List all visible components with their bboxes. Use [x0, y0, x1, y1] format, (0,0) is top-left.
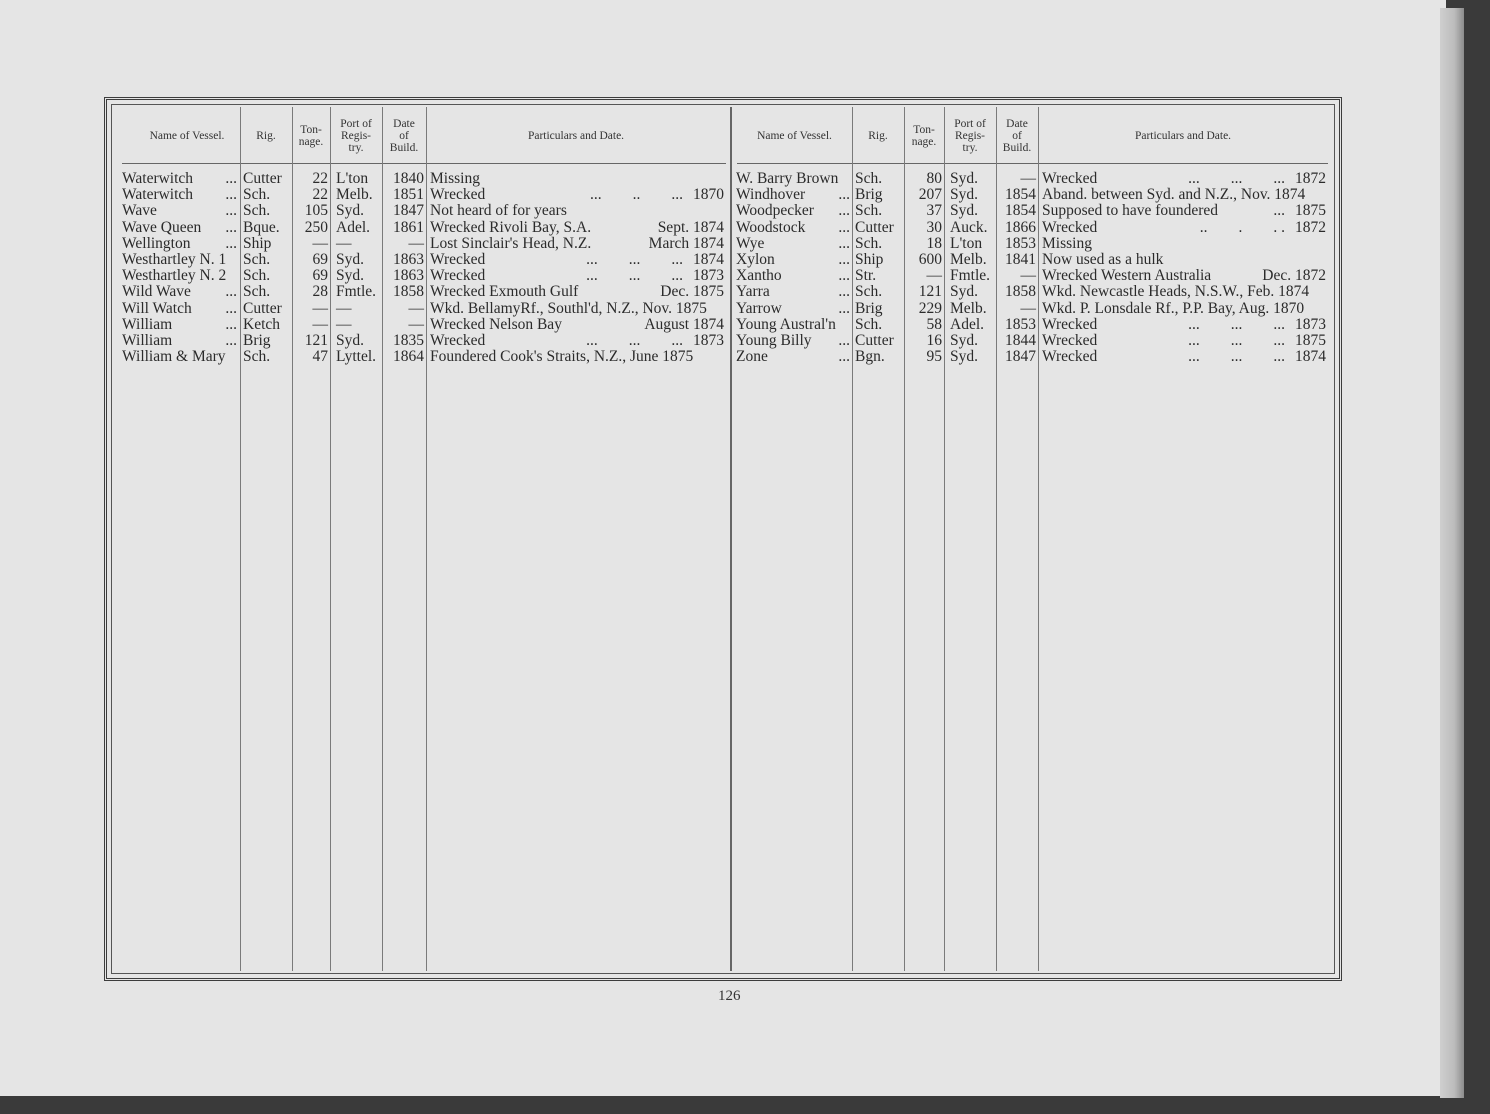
particulars-date: March 1874: [648, 234, 724, 252]
port-cell: Syd.: [336, 251, 364, 268]
tonnage-cell: 16: [926, 332, 942, 349]
vessel-name: [736, 333, 850, 349]
tonnage-cell: —: [312, 234, 328, 252]
particulars-cell: [1042, 203, 1326, 219]
build-date-cell: —: [1020, 170, 1036, 187]
particulars-date: 1873: [693, 267, 724, 285]
tonnage-cell: 58: [926, 315, 942, 333]
port-cell: Auck.: [950, 218, 988, 236]
rig-cell: Bque.: [243, 218, 280, 236]
leader-dots: ...: [225, 332, 237, 349]
header-rule-right: [737, 163, 1328, 164]
port-cell: —: [336, 299, 352, 317]
build-date-cell: —: [1020, 299, 1036, 317]
leader-dots: ... ... ...: [1188, 332, 1285, 349]
tonnage-cell: —: [312, 299, 328, 317]
particulars-cell: [1042, 268, 1326, 284]
particulars-text: Supposed to have foundered: [1042, 202, 1219, 220]
port-cell: L'ton: [950, 234, 983, 252]
build-date-cell: 1847: [1005, 348, 1036, 366]
vessel-name-text: Wellington: [122, 234, 191, 252]
leader-dots: [1092, 236, 1326, 252]
table-row: [112, 301, 1332, 317]
particulars-text: Missing: [1042, 234, 1092, 252]
particulars-text: Aband. between Syd. and N.Z., Nov. 1874: [1042, 186, 1306, 204]
rig-cell: Sch.: [243, 348, 271, 366]
port-cell: Syd.: [950, 283, 978, 301]
table-row: [112, 236, 1332, 252]
book-spine: [1440, 8, 1464, 1098]
tonnage-cell: 22: [312, 186, 328, 204]
rig-cell: Sch.: [855, 170, 883, 187]
tonnage-cell: 69: [312, 267, 328, 285]
particulars-text: Wrecked Rivoli Bay, S.A.: [430, 218, 592, 236]
tonnage-cell: 229: [918, 299, 942, 317]
particulars-date: 1874: [1295, 348, 1326, 366]
rig-cell: Sch.: [243, 251, 271, 268]
rig-cell: Sch.: [855, 202, 883, 220]
particulars-cell: [1042, 220, 1326, 236]
particulars-text: Now used as a hulk: [1042, 251, 1164, 268]
header-rule-left: [122, 163, 726, 164]
port-cell: Adel.: [950, 315, 985, 333]
particulars-date: 1872: [1295, 218, 1326, 236]
vessel-name: [736, 220, 850, 236]
header-name-right: Name of Vessel.: [757, 130, 832, 142]
rig-cell: Sch.: [243, 283, 271, 301]
particulars-text: Wrecked: [1042, 170, 1098, 187]
tonnage-cell: —: [312, 315, 328, 333]
particulars-date: Dec. 1875: [660, 283, 724, 301]
particulars-text: Wrecked: [1042, 348, 1098, 366]
particulars-date: Sept. 1874: [657, 218, 724, 236]
particulars-date: 1873: [1295, 315, 1326, 333]
header-rig-right: Rig.: [868, 130, 888, 142]
leader-dots: ... ... ...: [586, 251, 683, 268]
rig-cell: Cutter: [855, 218, 894, 236]
port-cell: L'ton: [336, 170, 369, 187]
tonnage-cell: 80: [926, 170, 942, 187]
build-date-cell: 1861: [393, 218, 424, 236]
vessel-name: [736, 349, 850, 365]
build-date-cell: 1847: [393, 202, 424, 220]
leader-dots: ...: [225, 218, 237, 236]
tonnage-cell: 121: [918, 283, 942, 301]
build-date-cell: —: [1020, 267, 1036, 285]
particulars-cell: [1042, 284, 1326, 300]
particulars-date: 1872: [1295, 170, 1326, 187]
vessel-name-text: Westhartley N. 2: [122, 267, 227, 285]
particulars-text: Wrecked: [1042, 218, 1098, 236]
leader-dots: ...: [225, 186, 237, 204]
particulars-text: Wrecked Exmouth Gulf: [430, 283, 579, 301]
leader-dots: ...: [225, 283, 237, 301]
rig-cell: Ketch: [243, 315, 281, 333]
vessel-name-text: Westhartley N. 1: [122, 251, 227, 268]
table-row: [112, 284, 1332, 300]
port-cell: —: [336, 315, 352, 333]
leader-dots: ... ... ...: [586, 332, 683, 349]
vessel-name: [736, 236, 850, 252]
vessel-name-text: Zone: [736, 348, 768, 366]
vessel-table: [111, 104, 1335, 974]
port-cell: Melb.: [950, 251, 987, 268]
port-cell: Syd.: [336, 332, 364, 349]
build-date-cell: 1854: [1005, 202, 1036, 220]
leader-dots: ...: [838, 186, 850, 204]
header-tonnage-left: Ton- nage.: [298, 124, 324, 148]
build-date-cell: 1864: [393, 348, 424, 366]
port-cell: Melb.: [950, 299, 987, 317]
header-port-left: Port of Regis- try.: [340, 118, 372, 154]
tonnage-cell: 250: [304, 218, 328, 236]
port-cell: Melb.: [336, 186, 373, 204]
particulars-date: 1874: [693, 251, 724, 268]
build-date-cell: 1853: [1005, 234, 1036, 252]
tonnage-cell: 47: [312, 348, 328, 366]
build-date-cell: —: [408, 299, 424, 317]
leader-dots: ...: [838, 267, 850, 285]
port-cell: —: [336, 234, 352, 252]
vessel-name-text: Woodstock: [736, 218, 806, 236]
build-date-cell: 1853: [1005, 315, 1036, 333]
vessel-name-text: Yarra: [736, 283, 770, 301]
leader-dots: ... ... ...: [1188, 170, 1285, 187]
vessel-name-text: Young Billy: [736, 332, 812, 349]
vessel-name-text: Yarrow: [736, 299, 782, 317]
vessel-name-text: William: [122, 332, 173, 349]
header-particulars-right: Particulars and Date.: [1134, 130, 1232, 142]
tonnage-cell: 28: [312, 283, 328, 301]
build-date-cell: 1840: [393, 170, 424, 187]
header-date-right: Date of Build.: [1002, 118, 1032, 154]
leader-dots: ...: [225, 299, 237, 317]
table-row: [112, 349, 1332, 365]
build-date-cell: 1841: [1005, 251, 1036, 268]
particulars-cell: [1042, 349, 1326, 365]
particulars-text: Not heard of for years: [430, 202, 567, 220]
header-name-left: Name of Vessel.: [149, 130, 225, 142]
port-cell: Syd.: [336, 202, 364, 220]
header-port-right: Port of Regis- try.: [954, 118, 986, 154]
table-row: [112, 171, 1332, 187]
vessel-name-text: Wild Wave: [122, 283, 191, 301]
particulars-text: Foundered Cook's Straits, N.Z., June 1875: [430, 348, 694, 366]
leader-dots: ...: [838, 251, 850, 268]
leader-dots: ...: [838, 234, 850, 252]
table-row: [112, 333, 1332, 349]
particulars-cell: [1042, 236, 1326, 252]
tonnage-cell: 95: [926, 348, 942, 366]
table-frame: [104, 97, 1342, 981]
rig-cell: Cutter: [855, 332, 894, 349]
header-rig-left: Rig.: [256, 130, 276, 142]
build-date-cell: —: [408, 234, 424, 252]
rig-cell: Sch.: [243, 186, 271, 204]
build-date-cell: —: [408, 315, 424, 333]
rig-cell: Sch.: [855, 234, 883, 252]
leader-dots: ... ... ...: [1188, 315, 1285, 333]
build-date-cell: 1844: [1005, 332, 1036, 349]
rig-cell: Brig: [855, 299, 883, 317]
particulars-date: 1875: [1295, 332, 1326, 349]
rig-cell: Sch.: [855, 315, 883, 333]
particulars-text: Wrecked: [1042, 315, 1098, 333]
particulars-date: Dec. 1872: [1262, 267, 1326, 285]
port-cell: Fmtle.: [336, 283, 377, 301]
table-row: [112, 220, 1332, 236]
tonnage-cell: 121: [304, 332, 328, 349]
leader-dots: ...: [225, 170, 237, 187]
particulars-cell: [1042, 252, 1326, 268]
tonnage-cell: 18: [926, 234, 942, 252]
leader-dots: .. . . .: [1199, 218, 1285, 236]
port-cell: Syd.: [950, 186, 978, 204]
leader-dots: ...: [225, 315, 237, 333]
tonnage-cell: 600: [918, 251, 942, 268]
particulars-cell: [1042, 187, 1326, 203]
rig-cell: Sch.: [243, 202, 271, 220]
header-tonnage-right: Ton- nage.: [911, 124, 937, 148]
vessel-name: [736, 171, 850, 187]
build-date-cell: 1863: [393, 267, 424, 285]
vessel-name-text: Young Austral'n: [736, 315, 836, 333]
vessel-name: [736, 187, 850, 203]
vessel-name-text: Woodpecker: [736, 202, 814, 220]
particulars-date: August 1874: [644, 315, 724, 333]
vessel-name-text: Wye: [736, 234, 765, 252]
vessel-name-text: Will Watch: [122, 299, 192, 317]
port-cell: Fmtle.: [950, 267, 991, 285]
leader-dots: [1304, 301, 1326, 317]
rig-cell: Bgn.: [855, 348, 885, 366]
build-date-cell: 1866: [1005, 218, 1036, 236]
particulars-text: Wrecked: [430, 251, 486, 268]
header-particulars-left: Particulars and Date.: [527, 130, 625, 142]
leader-dots: ... ... ...: [1188, 348, 1285, 366]
vessel-name-text: Wave Queen: [122, 218, 202, 236]
tonnage-cell: 105: [304, 202, 328, 220]
tonnage-cell: 69: [312, 251, 328, 268]
leader-dots: ... ... ...: [586, 267, 683, 285]
table-row: [112, 268, 1332, 284]
leader-dots: ...: [225, 202, 237, 220]
vessel-name: [736, 252, 850, 268]
port-cell: Syd.: [950, 170, 978, 187]
build-date-cell: 1851: [393, 186, 424, 204]
leader-dots: [1163, 252, 1326, 268]
rig-cell: Sch.: [855, 283, 883, 301]
vessel-name-text: Windhover: [736, 186, 806, 204]
rig-cell: Ship: [243, 234, 272, 252]
vessel-name-text: Xylon: [736, 251, 775, 268]
vessel-name-text: William & Mary: [122, 348, 226, 366]
build-date-cell: 1835: [393, 332, 424, 349]
vessel-name: [736, 268, 850, 284]
port-cell: Syd.: [950, 202, 978, 220]
build-date-cell: 1854: [1005, 186, 1036, 204]
particulars-date: 1873: [693, 332, 724, 349]
particulars-text: Wrecked: [430, 332, 486, 349]
vessel-name: [736, 203, 850, 219]
table-row: [112, 252, 1332, 268]
leader-dots: ...: [838, 299, 850, 317]
vessel-name: [736, 317, 850, 333]
leader-dots: ...: [225, 234, 237, 252]
leader-dots: ...: [838, 202, 850, 220]
build-date-cell: 1858: [393, 283, 424, 301]
vessel-name-text: Xantho: [736, 267, 782, 285]
vessel-name-text: Wave: [122, 202, 157, 220]
build-date-cell: 1858: [1005, 283, 1036, 301]
header-date-left: Date of Build.: [389, 118, 419, 154]
port-cell: Syd.: [950, 332, 978, 349]
tonnage-cell: —: [926, 267, 942, 285]
particulars-text: Wrecked Nelson Bay: [430, 315, 562, 333]
vessel-name-text: Waterwitch: [122, 186, 194, 204]
table-row: [112, 187, 1332, 203]
tonnage-cell: 37: [926, 202, 942, 220]
table-row: [112, 203, 1332, 219]
rig-cell: Sch.: [243, 267, 271, 285]
vessel-name: [736, 284, 850, 300]
tonnage-cell: 22: [312, 170, 328, 187]
rig-cell: Cutter: [243, 170, 282, 187]
leader-dots: ...: [1273, 202, 1285, 220]
particulars-cell: [1042, 171, 1326, 187]
particulars-cell: [1042, 333, 1326, 349]
particulars-text: Wrecked: [430, 186, 486, 204]
rig-cell: Str.: [855, 267, 877, 285]
particulars-text: Wrecked: [1042, 332, 1098, 349]
page-number: 126: [718, 988, 741, 1004]
leader-dots: [1211, 268, 1262, 284]
vessel-name-text: William: [122, 315, 173, 333]
vessel-name: [736, 301, 850, 317]
leader-dots: ...: [838, 218, 850, 236]
leader-dots: ...: [838, 283, 850, 301]
leader-dots: [1305, 187, 1326, 203]
particulars-cell: [1042, 301, 1326, 317]
leader-dots: ...: [838, 348, 850, 366]
particulars-text: Wkd. Newcastle Heads, N.S.W., Feb. 1874: [1042, 283, 1310, 301]
tonnage-cell: 207: [918, 186, 942, 204]
particulars-date: 1875: [1295, 202, 1326, 220]
port-cell: Lyttel.: [336, 348, 377, 366]
port-cell: Syd.: [950, 348, 978, 366]
rig-cell: Brig: [855, 186, 883, 204]
port-cell: Syd.: [336, 267, 364, 285]
rig-cell: Cutter: [243, 299, 282, 317]
tonnage-cell: 30: [926, 218, 942, 236]
vessel-name-text: Waterwitch: [122, 170, 194, 187]
rig-cell: Ship: [855, 251, 884, 268]
particulars-text: Missing: [430, 170, 480, 187]
particulars-text: Wkd. P. Lonsdale Rf., P.P. Bay, Aug. 1870: [1042, 299, 1305, 317]
build-date-cell: 1863: [393, 251, 424, 268]
particulars-text: Wrecked: [430, 267, 486, 285]
particulars-text: Wkd. BellamyRf., Southl'd, N.Z., Nov. 1875: [430, 299, 707, 317]
particulars-date: 1870: [693, 186, 724, 204]
particulars-text: Wrecked Western Australia: [1042, 267, 1212, 285]
leader-dots: [1309, 284, 1326, 300]
port-cell: Adel.: [336, 218, 371, 236]
rig-cell: Brig: [243, 332, 271, 349]
particulars-cell: [1042, 317, 1326, 333]
leader-dots: ... .. ...: [590, 186, 683, 204]
table-row: [112, 317, 1332, 333]
vessel-name-text: W. Barry Brown: [736, 170, 839, 187]
leader-dots: ...: [838, 332, 850, 349]
particulars-text: Lost Sinclair's Head, N.Z.: [430, 234, 592, 252]
